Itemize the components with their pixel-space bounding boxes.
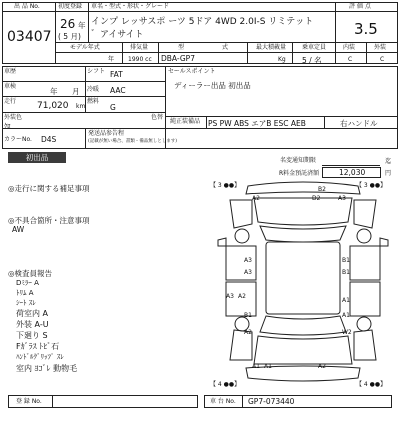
notes-supplement-label: ◎走行に関する補足事項 (8, 184, 90, 193)
mileage-unit: km (76, 103, 86, 110)
mileage-label: 走行 (4, 98, 17, 105)
damage-mark: B1 (342, 257, 350, 264)
model-year-label: モデル年式 (70, 44, 100, 51)
inspector-line: Dﾐﾗｰ A (16, 279, 39, 287)
inspector-line: ﾄﾘﾑ A (16, 289, 34, 297)
car-name-line1: インプ レッサスポ ーツ 5ドア 4WD 2.0I-S リミテット (91, 17, 314, 27)
damage-mark: A1 (264, 363, 272, 370)
damage-mark: A3 (244, 257, 252, 264)
ac-label: 冷暖 (87, 86, 100, 93)
first-listing-badge (8, 152, 66, 163)
displacement: 1990 cc (128, 56, 152, 63)
date-note: (記載が無い場合、書類・備品無しとします) (88, 139, 178, 144)
damage-mark: A2 (318, 363, 326, 370)
shift-label: シフト (87, 68, 106, 75)
damage-mark: B2 (318, 186, 326, 193)
damage-mark: A2 (244, 329, 252, 336)
notes-defects: AW (12, 225, 25, 234)
inspector-line: 外装 A-U (16, 320, 49, 329)
inspector-report (16, 278, 206, 374)
notes-defects-label: ◎不具合箇所・注意事項 (8, 216, 90, 225)
damage-mark: A3 (338, 195, 346, 202)
inspection-label: 車歴 (4, 68, 17, 75)
damage-mark: A2 (252, 195, 260, 202)
inspector-line: 室内 ﾖｺﾞﾚ 動物毛 (16, 364, 78, 373)
type-label: 型 (178, 44, 185, 51)
corner-bl: 【 4 ●●】 (210, 381, 241, 388)
type-value: DBA-GP7 (161, 54, 195, 63)
corner-tr: 【 3 ●●】 (356, 182, 387, 189)
score: 3.5 (354, 20, 378, 38)
max-load-unit: Kg (278, 56, 286, 63)
reg-label: 登 録 No. (16, 398, 42, 405)
car-label: 車名・型式・形状・グレード (91, 3, 170, 10)
capacity: 5 / 名 (302, 56, 322, 65)
recycle-unit: 円 (385, 170, 392, 177)
color-change-label: 色替 (151, 114, 164, 121)
equipment-items: PS PW ABS エアB ESC AEB (208, 119, 306, 128)
handle-side: 右ハンドル (340, 119, 378, 128)
score-label: 評 価 点 (349, 3, 371, 10)
damage-mark: B1 (342, 269, 350, 276)
first-listing-text: 初出品 (25, 153, 49, 162)
displacement-label: 排気量 (130, 44, 149, 51)
color-no: D4S (41, 135, 57, 144)
style-label: 式 (222, 44, 229, 51)
date-label: 発送品参告程 (88, 130, 125, 137)
vehicle-inspection-label: 車検 (4, 83, 17, 90)
inspector-line: 下廻り S (16, 331, 48, 340)
corner-br: 【 4 ●●】 (356, 381, 387, 388)
damage-mark: W2 (342, 329, 352, 336)
interior-grade: C (348, 56, 353, 63)
inspector-line: ﾊﾝﾄﾞﾙｸﾞﾘｯﾌﾟ ｽﾚ (16, 353, 64, 361)
ac: AAC (110, 86, 126, 95)
exterior-grade: C (380, 56, 385, 63)
fuel-label: 燃料 (87, 98, 100, 105)
name-change-label: 名変通知期限 (280, 157, 317, 164)
shift: FAT (110, 70, 123, 79)
damage-mark: A1 (342, 297, 350, 304)
lot-no: 03407 (7, 29, 52, 45)
interior-label: 内装 (343, 44, 356, 51)
damage-mark: D2 (312, 195, 321, 202)
equipment-label: 純正装備品 (170, 118, 201, 125)
sales-text: ディーラー出品 初出品 (174, 81, 251, 90)
corner-tl: 【 3 ●●】 (210, 182, 241, 189)
inspector-line: 荷室内 A (16, 309, 49, 318)
car-diagram-svg (208, 180, 398, 388)
recycle-label: R料金預託済額 (279, 170, 320, 177)
damage-mark: A1 (342, 312, 350, 319)
model-year-unit: 年 (108, 56, 115, 63)
damage-mark: A3 (226, 293, 234, 300)
lot-no-label: 出 品 No. (14, 3, 40, 10)
car-diagram (208, 180, 398, 388)
damage-mark: A3 (244, 269, 252, 276)
chassis-no: GP7-073440 (248, 397, 295, 406)
inspection-year-unit: 年 (50, 87, 58, 96)
inspector-line: ｼｰﾄ ｽﾚ (16, 299, 36, 307)
first-reg-label: 初度登録 (58, 3, 83, 10)
ext-color-label: 外装色 (4, 114, 23, 121)
car-name-line2: ゛アイサイト (91, 30, 144, 40)
inspection-month-unit: 月 (72, 87, 80, 96)
max-load-label: 最大積載量 (256, 44, 287, 51)
sales-label: セールスポイント (168, 68, 216, 75)
exterior-label: 外装 (374, 44, 387, 51)
recycle-amount: 12,030 (339, 168, 366, 177)
damage-mark: B1 (244, 312, 252, 319)
color-no-label: カラーNo. (4, 136, 32, 143)
chassis-label: 車 台 No. (210, 398, 236, 405)
first-reg-month: ( 5 月) (58, 32, 81, 41)
first-reg-year-unit: 年 (78, 21, 86, 30)
damage-mark: A2 (238, 293, 246, 300)
inspector-line: Fｶﾞﾗｽ ﾄﾋﾞ石 (16, 342, 60, 351)
inspector-label: ◎検査員報告 (8, 269, 53, 278)
ext-color: ｸﾛ (4, 122, 11, 130)
name-change-unit: 迄 (385, 158, 392, 165)
damage-mark: A1 (252, 363, 260, 370)
mileage: 71,020 (37, 101, 69, 111)
capacity-label: 乗車定員 (302, 44, 327, 51)
first-reg-year: 26 (60, 17, 76, 31)
fuel: G (110, 103, 116, 112)
